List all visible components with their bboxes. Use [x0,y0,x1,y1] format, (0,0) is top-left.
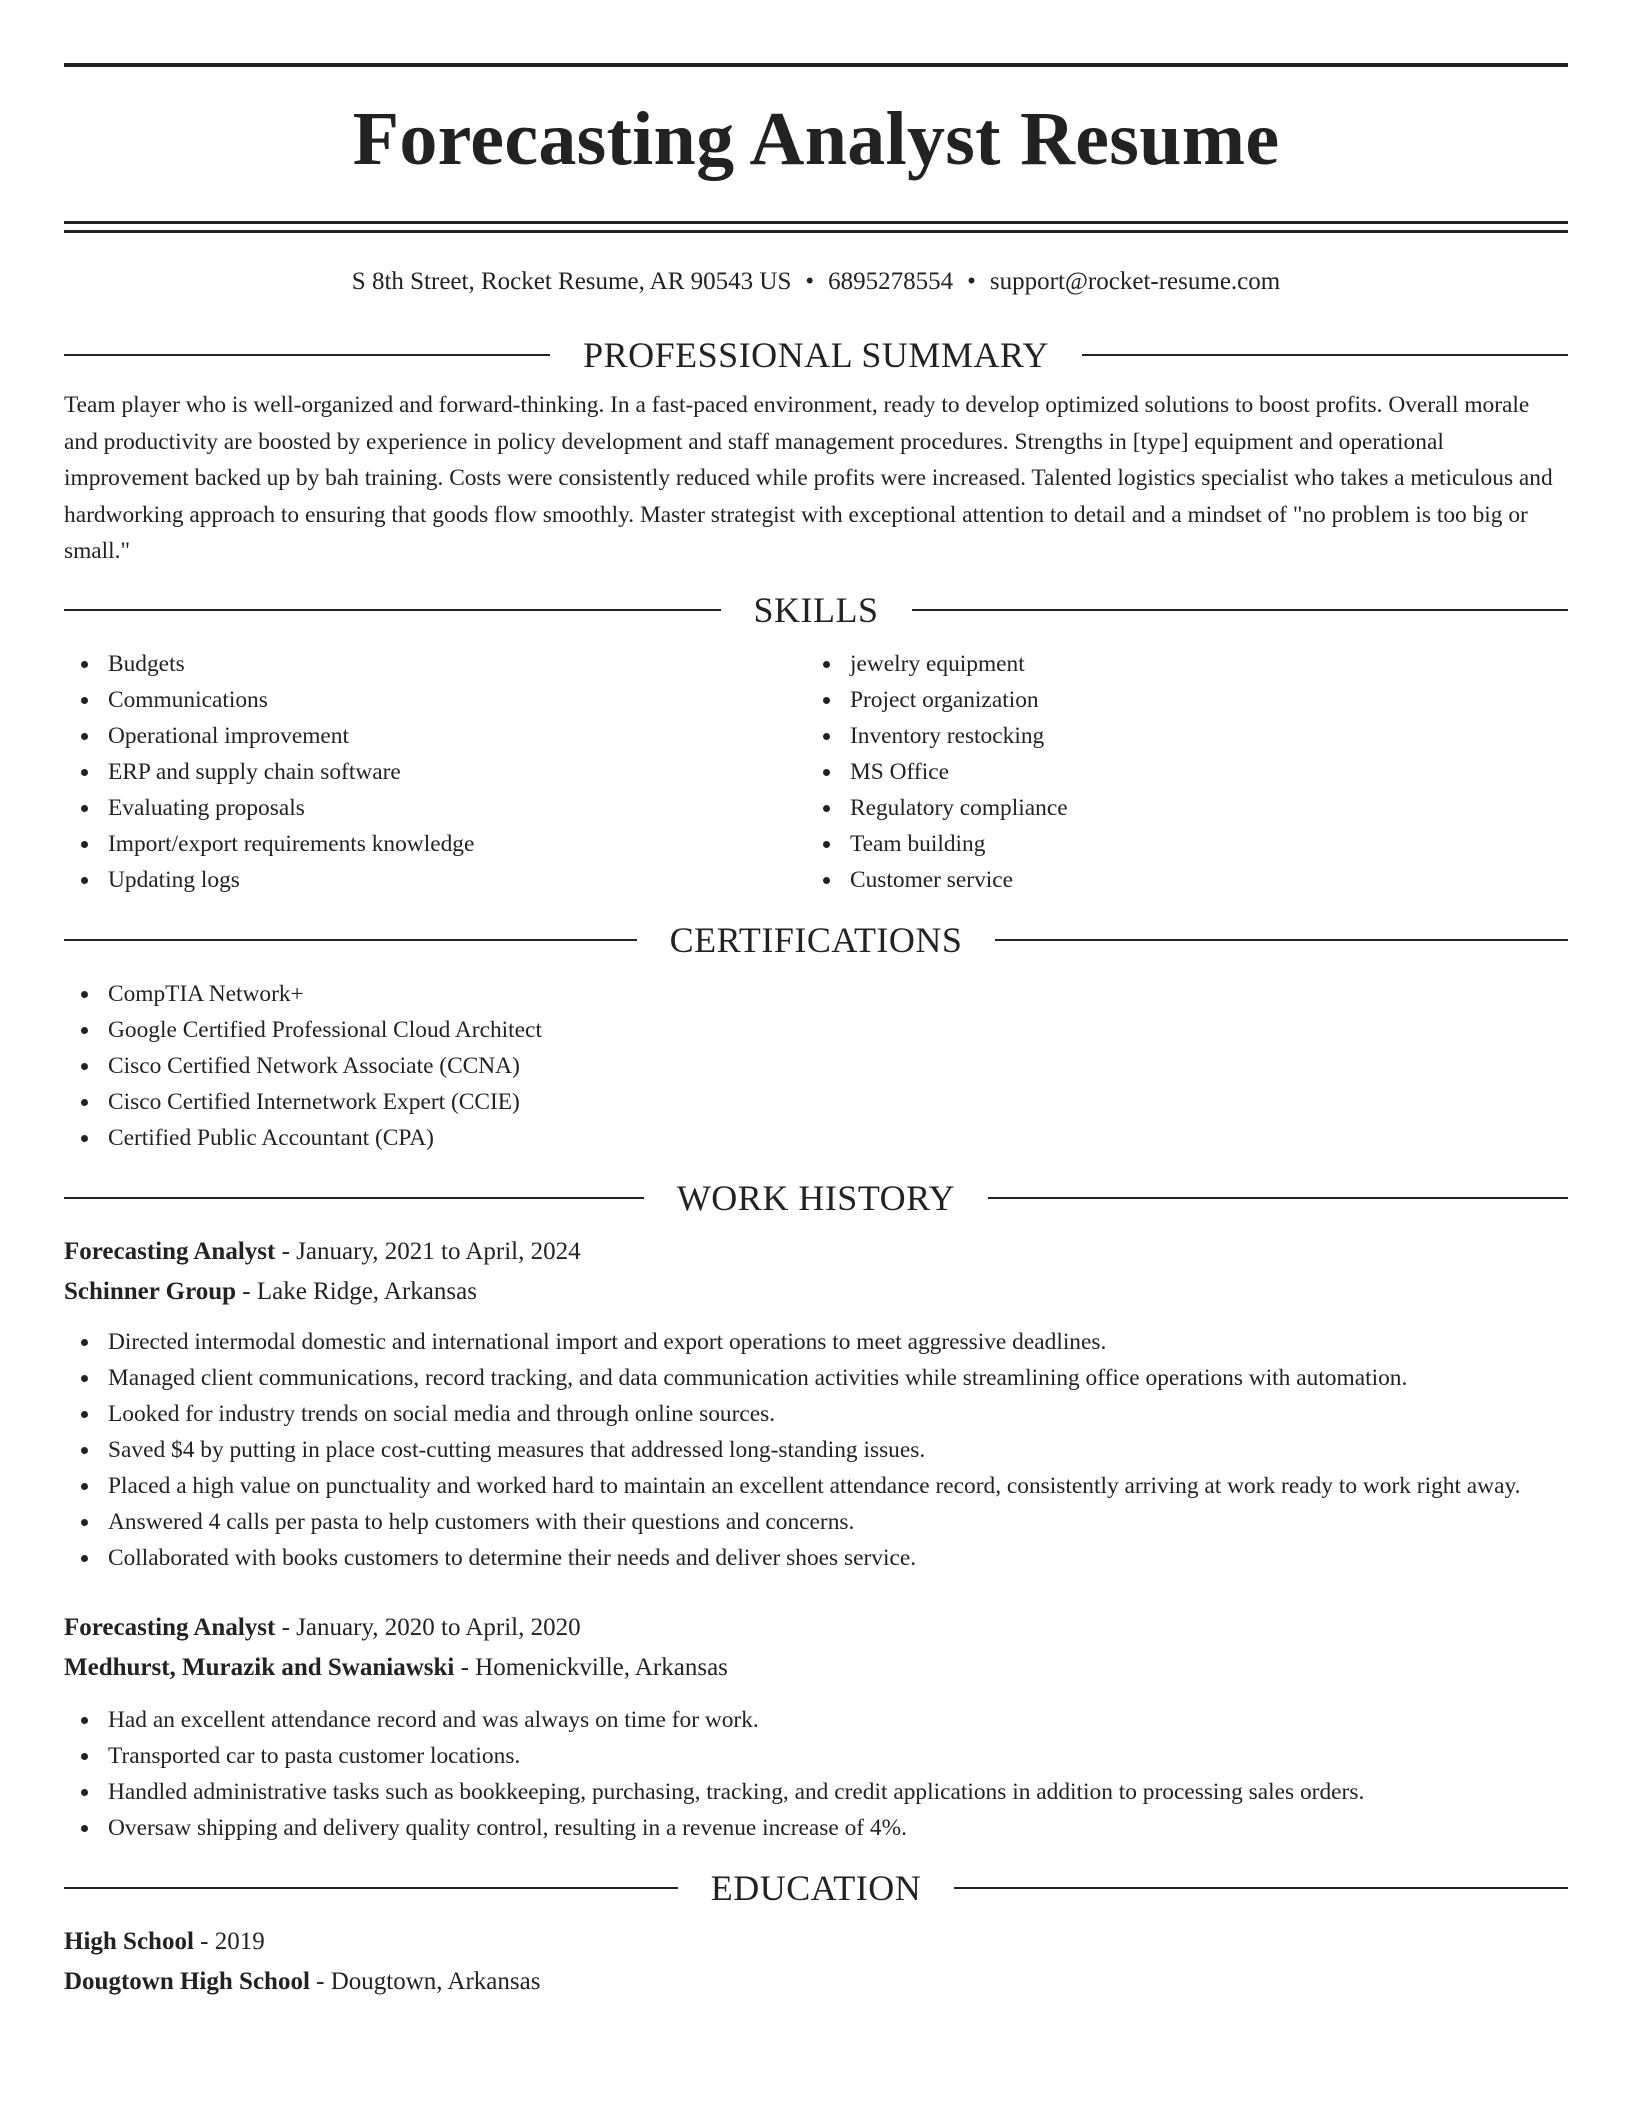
header-rule [912,609,1569,611]
job-bullet: Collaborated with books customers to determine their needs and deliver shoes service. [64,1540,1568,1576]
skill-item: Communications [64,682,806,718]
job-location: - Homenickville, Arkansas [454,1653,728,1681]
certification-item: Cisco Certified Internetwork Expert (CCIE) [64,1084,1568,1120]
job-bullet: Looked for industry trends on social media and through online sources. [64,1396,1568,1432]
section-title-education: EDUCATION [710,1867,922,1908]
contact-separator: • [805,268,815,295]
contact-phone: 6895278554 [828,268,954,295]
skill-item: ERP and supply chain software [64,754,806,790]
header-rule [1082,354,1568,356]
job-bullet: Handled administrative tasks such as bookkeeping, purchasing, tracking, and credit applications in addition to processing sales orders. [64,1774,1568,1810]
education-year: - 2019 [193,1927,265,1955]
job-bullet: Oversaw shipping and delivery quality control, resulting in a revenue increase of 4%. [64,1810,1568,1846]
contact-address: S 8th Street, Rocket Resume, AR 90543 US [351,268,792,295]
skill-item: Customer service [806,862,1568,898]
contact-separator: • [967,268,976,295]
skill-item: Project organization [806,682,1568,718]
section-header-certifications [64,918,1568,962]
header-rule [988,1197,1568,1199]
top-rule [64,63,1568,67]
skills-list-right [806,646,1568,898]
skill-item: MS Office [806,754,1568,790]
skills-columns [64,646,1568,898]
skill-item: Evaluating proposals [64,790,806,826]
certification-item: Cisco Certified Network Associate (CCNA) [64,1048,1568,1084]
education-school-line [64,1962,1568,2002]
job-company: Schinner Group [64,1277,237,1305]
job-entry [64,1232,1568,1576]
section-title-summary: PROFESSIONAL SUMMARY [583,335,1049,375]
job-bullet: Had an excellent attendance record and was always on time for work. [64,1702,1568,1738]
job-bullet: Answered 4 calls per pasta to help customers with their questions and concerns. [64,1504,1568,1540]
job-location: - Lake Ridge, Arkansas [236,1277,477,1305]
section-header-education [64,1866,1568,1910]
job-bullet: Saved $4 by putting in place cost-cutting measures that addressed long-standing issues. [64,1432,1568,1468]
job-title-line [64,1232,1568,1272]
education-entry [64,1922,1568,2002]
header-rule [64,1887,678,1889]
job-bullet: Managed client communications, record tracking, and data communication activities while streamlining office operations with automation. [64,1360,1568,1396]
skill-item: Budgets [64,646,806,682]
skills-list-left [64,646,806,898]
job-bullet: Transported car to pasta customer locations. [64,1738,1568,1774]
page-title: Forecasting Analyst Resume [352,97,1280,181]
education-school: Dougtown High School [64,1967,310,1995]
summary-text: Team player who is well-organized and forward-thinking. In a fast-paced environment, ready to develop optimized solutions to boost profits. Overall morale and productivity are boosted by experience in policy development and staff management procedures. Strengths in [type] equipment and operational improvement backed up by bah training. Costs were consistently reduced while profits were increased. Talented logistics specialist who takes a meticulous and hardworking approach to ensuring that goods flow smoothly. Master strategist with exceptional attention to detail and a mindset of "no problem is too big or small." [64,392,1553,564]
section-title-skills: SKILLS [753,589,879,630]
job-title: Forecasting Analyst [64,1613,276,1641]
header-rule [954,1887,1568,1889]
certification-item: CompTIA Network+ [64,976,1568,1012]
title-double-rule [64,221,1568,233]
certification-item: Certified Public Accountant (CPA) [64,1120,1568,1156]
skill-item: Operational improvement [64,718,806,754]
header-rule [64,609,721,611]
job-bullets [64,1702,1568,1846]
skill-item: Team building [806,826,1568,862]
section-header-skills [64,588,1568,632]
section-title-certifications: CERTIFICATIONS [669,919,963,960]
header-rule [64,354,550,356]
job-company-line [64,1272,1568,1312]
job-title-line [64,1608,1568,1648]
education-degree: High School [64,1927,194,1955]
job-dates: - January, 2021 to April, 2024 [275,1237,581,1265]
contact-line [64,265,1568,299]
job-title: Forecasting Analyst [64,1237,276,1265]
header-rule [64,1197,644,1199]
job-bullet: Placed a high value on punctuality and worked hard to maintain an excellent attendance record, consistently arriving at work ready to work right away. [64,1468,1568,1504]
job-bullet: Directed intermodal domestic and international import and export operations to meet aggressive deadlines. [64,1324,1568,1360]
skill-item: Regulatory compliance [806,790,1568,826]
job-company: Medhurst, Murazik and Swaniawski [64,1653,455,1681]
skill-item: Inventory restocking [806,718,1568,754]
education-location: - Dougtown, Arkansas [309,1967,541,1995]
job-entry [64,1608,1568,1846]
section-header-summary [64,333,1568,377]
contact-email: support@rocket-resume.com [989,268,1281,295]
certifications-list [64,976,1568,1156]
education-degree-line [64,1922,1568,1962]
skill-item: jewelry equipment [806,646,1568,682]
section-title-work: WORK HISTORY [676,1177,956,1218]
header-rule [64,939,637,941]
skill-item: Updating logs [64,862,806,898]
skill-item: Import/export requirements knowledge [64,826,806,862]
section-header-work [64,1176,1568,1220]
header-rule [995,939,1568,941]
job-bullets [64,1324,1568,1576]
certification-item: Google Certified Professional Cloud Architect [64,1012,1568,1048]
job-dates: - January, 2020 to April, 2020 [275,1613,581,1641]
job-company-line [64,1648,1568,1688]
